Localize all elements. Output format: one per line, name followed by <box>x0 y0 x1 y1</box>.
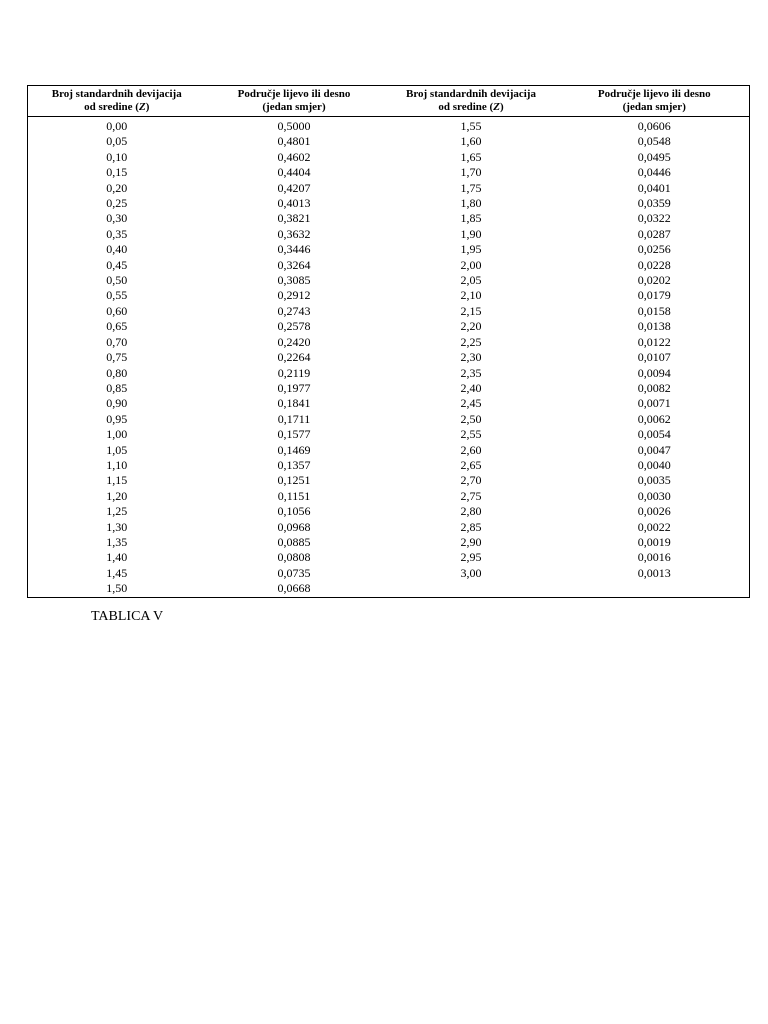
z-value-left-cell: 0,75 <box>106 350 128 365</box>
area-right-cell: 0,0446 <box>637 165 671 180</box>
area-right-cell: 0,0094 <box>637 365 671 380</box>
z-value-right-cell: 1,80 <box>460 196 482 211</box>
area-right-cell: 0,0228 <box>637 257 671 272</box>
header-z-right <box>383 86 560 117</box>
area-left-cell: 0,0885 <box>277 534 311 549</box>
z-value-left-cell: 0,30 <box>106 211 128 226</box>
z-value-left-cell: 0,90 <box>106 396 128 411</box>
z-value-right-cell: 2,50 <box>460 411 482 426</box>
z-value-right-cell: 1,60 <box>460 134 482 149</box>
table-row <box>28 196 750 211</box>
area-right-cell: 0,0022 <box>637 519 671 534</box>
z-value-left-cell: 0,10 <box>106 149 128 164</box>
area-left-cell: 0,0808 <box>277 550 311 565</box>
z-value-right-cell: 3,00 <box>460 565 482 580</box>
table-body <box>28 117 750 598</box>
z-value-right-cell <box>383 581 560 597</box>
table-row <box>28 381 750 396</box>
area-left-cell: 0,1841 <box>277 396 311 411</box>
table-row <box>28 520 750 535</box>
area-left-cell: 0,3632 <box>277 226 311 241</box>
z-value-left-cell: 0,45 <box>106 257 128 272</box>
area-left-cell: 0,1711 <box>277 411 311 426</box>
table-row <box>28 211 750 226</box>
table-row <box>28 304 750 319</box>
z-value-left-cell: 0,40 <box>106 242 128 257</box>
table-row <box>28 350 750 365</box>
area-left-cell: 0,4602 <box>277 149 311 164</box>
table-row <box>28 242 750 257</box>
area-right-cell: 0,0030 <box>637 488 671 503</box>
z-value-right-cell: 2,25 <box>460 334 482 349</box>
table-row <box>28 273 750 288</box>
z-value-left-cell: 0,20 <box>106 180 128 195</box>
table-row <box>28 227 750 242</box>
z-value-right-cell: 2,65 <box>460 457 482 472</box>
header-z-right-line1: Broj standardnih devijacija <box>406 88 536 100</box>
area-left-cell: 0,5000 <box>277 119 311 133</box>
table-row <box>28 535 750 550</box>
table-row <box>28 335 750 350</box>
header-z-right-variable: Z <box>493 101 500 113</box>
area-left-cell: 0,4013 <box>277 196 311 211</box>
header-area-right <box>560 86 750 117</box>
header-area-left-line1: Područje lijevo ili desno <box>237 88 351 100</box>
area-right-cell: 0,0179 <box>637 288 671 303</box>
z-value-right-cell: 2,15 <box>460 303 482 318</box>
area-right-cell: 0,0256 <box>637 242 671 257</box>
table-row <box>28 504 750 519</box>
z-value-right-cell: 2,95 <box>460 550 482 565</box>
z-value-right-cell: 2,90 <box>460 534 482 549</box>
area-left-cell: 0,0668 <box>277 581 311 596</box>
z-value-right-cell: 1,90 <box>460 226 482 241</box>
header-area-right-line2: (jedan smjer) <box>622 101 686 113</box>
area-right-cell: 0,0026 <box>637 504 671 519</box>
z-value-left-cell: 0,85 <box>106 380 128 395</box>
area-left-cell: 0,3085 <box>277 273 311 288</box>
table-row <box>28 258 750 273</box>
z-value-right-cell: 2,45 <box>460 396 482 411</box>
z-value-right-cell: 2,35 <box>460 365 482 380</box>
area-right-cell: 0,0054 <box>637 427 671 442</box>
table-row <box>28 319 750 334</box>
header-z-right-line2-suffix: ) <box>499 101 504 113</box>
header-z-right-line2-prefix: od sredine ( <box>438 101 494 113</box>
table-row <box>28 427 750 442</box>
header-area-right-line1: Područje lijevo ili desno <box>597 88 711 100</box>
area-left-cell: 0,3264 <box>277 257 311 272</box>
area-left-cell: 0,2912 <box>277 288 311 303</box>
z-value-left-cell: 0,05 <box>106 134 128 149</box>
z-value-left-cell: 0,25 <box>106 196 128 211</box>
area-left-cell: 0,2264 <box>277 350 311 365</box>
area-right-cell: 0,0047 <box>637 442 671 457</box>
table-row <box>28 412 750 427</box>
z-value-left-cell: 1,30 <box>106 519 128 534</box>
z-value-right-cell: 2,55 <box>460 427 482 442</box>
z-value-left-cell: 1,10 <box>106 457 128 472</box>
area-right-cell: 0,0548 <box>637 134 671 149</box>
table-row <box>28 566 750 581</box>
area-right-cell: 0,0138 <box>637 319 671 334</box>
z-value-left-cell: 1,25 <box>106 504 128 519</box>
z-value-right-cell: 2,70 <box>460 473 482 488</box>
area-right-cell: 0,0016 <box>637 550 671 565</box>
area-left-cell: 0,2578 <box>277 319 311 334</box>
table-row <box>28 288 750 303</box>
area-right-cell: 0,0322 <box>637 211 671 226</box>
z-value-right-cell: 2,85 <box>460 519 482 534</box>
z-value-right-cell: 2,00 <box>460 257 482 272</box>
z-value-right-cell: 2,05 <box>460 273 482 288</box>
z-value-right-cell: 2,75 <box>460 488 482 503</box>
area-right-cell: 0,0071 <box>637 396 671 411</box>
z-value-right-cell: 1,85 <box>460 211 482 226</box>
z-value-left-cell: 0,60 <box>106 303 128 318</box>
area-left-cell: 0,1357 <box>277 457 311 472</box>
table-header-row <box>28 86 750 117</box>
area-right-cell: 0,0401 <box>637 180 671 195</box>
z-value-left-cell: 0,55 <box>106 288 128 303</box>
table-row <box>28 366 750 381</box>
area-left-cell: 0,1977 <box>277 380 311 395</box>
z-value-right-cell: 1,65 <box>460 149 482 164</box>
area-right-cell: 0,0158 <box>637 303 671 318</box>
header-area-left-line2: (jedan smjer) <box>262 101 326 113</box>
z-value-left-cell: 1,15 <box>106 473 128 488</box>
z-value-left-cell: 1,50 <box>106 581 128 596</box>
area-right-cell: 0,0019 <box>637 534 671 549</box>
area-left-cell: 0,2743 <box>277 303 311 318</box>
z-value-left-cell: 0,95 <box>106 411 128 426</box>
z-value-right-cell: 1,70 <box>460 165 482 180</box>
area-left-cell: 0,4801 <box>277 134 311 149</box>
area-right-cell: 0,0107 <box>637 350 671 365</box>
table-caption: TABLICA V <box>91 609 164 624</box>
area-left-cell: 0,1251 <box>277 473 311 488</box>
table-row <box>28 134 750 149</box>
z-value-left-cell: 0,50 <box>106 273 128 288</box>
area-right-cell: 0,0495 <box>637 149 671 164</box>
area-right-cell: 0,0062 <box>637 411 671 426</box>
area-right-cell <box>560 581 750 597</box>
z-value-right-cell: 2,30 <box>460 350 482 365</box>
table-row <box>28 443 750 458</box>
z-value-right-cell: 2,60 <box>460 442 482 457</box>
z-value-left-cell: 1,00 <box>106 427 128 442</box>
area-left-cell: 0,0968 <box>277 519 311 534</box>
table-row <box>28 550 750 565</box>
area-right-cell: 0,0359 <box>637 196 671 211</box>
area-left-cell: 0,1151 <box>277 488 311 503</box>
z-value-left-cell: 0,65 <box>106 319 128 334</box>
area-left-cell: 0,2119 <box>277 365 311 380</box>
table-row <box>28 396 750 411</box>
area-left-cell: 0,3821 <box>277 211 311 226</box>
table-row <box>28 181 750 196</box>
z-value-left-cell: 0,00 <box>106 119 128 133</box>
area-left-cell: 0,0735 <box>277 565 311 580</box>
area-right-cell: 0,0035 <box>637 473 671 488</box>
z-value-left-cell: 0,15 <box>106 165 128 180</box>
z-value-right-cell: 1,55 <box>460 119 482 133</box>
z-value-left-cell: 0,70 <box>106 334 128 349</box>
area-right-cell: 0,0202 <box>637 273 671 288</box>
area-left-cell: 0,1469 <box>277 442 311 457</box>
z-value-right-cell: 2,40 <box>460 380 482 395</box>
z-value-left-cell: 0,80 <box>106 365 128 380</box>
area-right-cell: 0,0287 <box>637 226 671 241</box>
table-row <box>28 581 750 597</box>
table-row <box>28 150 750 165</box>
area-left-cell: 0,3446 <box>277 242 311 257</box>
z-value-left-cell: 1,20 <box>106 488 128 503</box>
z-value-right-cell: 2,20 <box>460 319 482 334</box>
area-left-cell: 0,4404 <box>277 165 311 180</box>
table-row <box>28 473 750 488</box>
area-left-cell: 0,2420 <box>277 334 311 349</box>
z-value-right-cell: 2,80 <box>460 504 482 519</box>
area-left-cell: 0,1056 <box>277 504 311 519</box>
area-left-cell: 0,1577 <box>277 427 311 442</box>
header-z-left-line2-prefix: od sredine ( <box>84 101 139 113</box>
z-value-left-cell: 1,40 <box>106 550 128 565</box>
z-table <box>27 85 750 598</box>
table-row <box>28 117 750 135</box>
header-area-left <box>206 86 383 117</box>
z-value-right-cell: 1,75 <box>460 180 482 195</box>
area-right-cell: 0,0040 <box>637 457 671 472</box>
area-right-cell: 0,0082 <box>637 380 671 395</box>
header-z-left-line2-suffix: ) <box>145 101 150 113</box>
area-right-cell: 0,0606 <box>637 119 671 133</box>
z-value-left-cell: 1,35 <box>106 534 128 549</box>
header-z-left <box>28 86 206 117</box>
z-value-right-cell: 2,10 <box>460 288 482 303</box>
header-z-left-line1: Broj standardnih devijacija <box>51 88 182 100</box>
table-row <box>28 489 750 504</box>
area-left-cell: 0,4207 <box>277 180 311 195</box>
z-value-right-cell: 1,95 <box>460 242 482 257</box>
table-row <box>28 458 750 473</box>
header-z-left-variable: Z <box>138 101 146 113</box>
z-value-left-cell: 1,05 <box>106 442 128 457</box>
area-right-cell: 0,0122 <box>637 334 671 349</box>
z-value-left-cell: 0,35 <box>106 226 128 241</box>
table-row <box>28 165 750 180</box>
z-value-left-cell: 1,45 <box>106 565 128 580</box>
area-right-cell: 0,0013 <box>637 565 671 580</box>
